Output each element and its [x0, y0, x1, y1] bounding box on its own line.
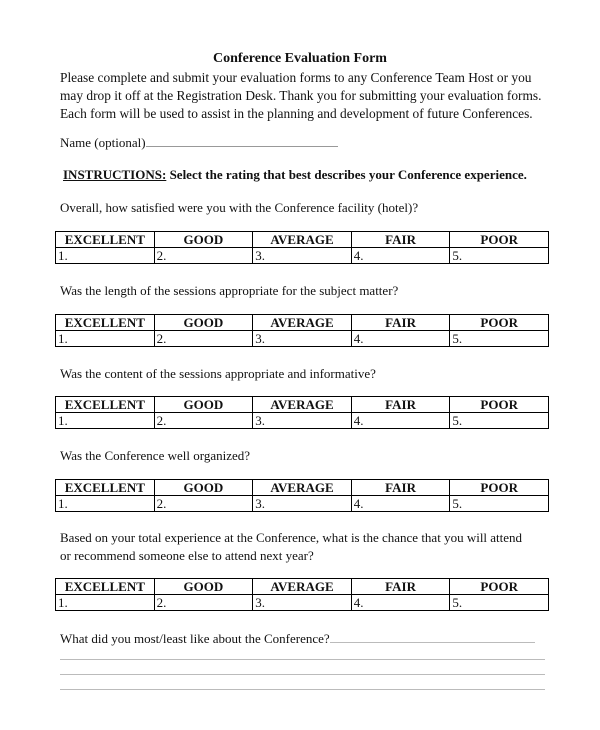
rating-header-average: AVERAGE [253, 315, 352, 331]
rating-cell-4[interactable]: 4. [351, 413, 450, 429]
intro-line: may drop it off at the Registration Desk. Thank you for submitting your evaluation forms. [60, 88, 542, 103]
rating-cell-3[interactable]: 3. [253, 331, 352, 347]
rating-cell-3[interactable]: 3. [253, 413, 352, 429]
answer-lines [60, 645, 545, 690]
question-text: Overall, how satisfied were you with the Conference facility (hotel)? [60, 200, 419, 215]
rating-cell-4[interactable]: 4. [351, 331, 450, 347]
rating-header-poor: POOR [450, 232, 549, 248]
question-3 [60, 365, 376, 383]
rating-table-1 [55, 231, 549, 264]
rating-header-excellent: EXCELLENT [56, 397, 155, 413]
rating-cell-5[interactable]: 5. [450, 248, 549, 264]
rating-header-fair: FAIR [351, 397, 450, 413]
rating-table-3 [55, 396, 549, 429]
rating-header-good: GOOD [154, 480, 253, 496]
name-input-line[interactable] [146, 134, 338, 147]
rating-header-good: GOOD [154, 315, 253, 331]
rating-header-good: GOOD [154, 397, 253, 413]
instructions-label: INSTRUCTIONS: [63, 167, 167, 182]
rating-cell-5[interactable]: 5. [450, 331, 549, 347]
rating-cell-5[interactable]: 5. [450, 496, 549, 512]
instructions [63, 167, 527, 183]
question-text: Was the length of the sessions appropriate for the subject matter? [60, 283, 399, 298]
question-4 [60, 447, 250, 465]
rating-header-poor: POOR [450, 579, 549, 595]
rating-header-poor: POOR [450, 480, 549, 496]
rating-header-poor: POOR [450, 397, 549, 413]
question-2 [60, 282, 398, 300]
rating-cell-1[interactable]: 1. [56, 496, 155, 512]
name-row [60, 134, 338, 151]
rating-table-5 [55, 578, 549, 611]
rating-cell-1[interactable]: 1. [56, 595, 155, 611]
rating-cell-4[interactable]: 4. [351, 595, 450, 611]
rating-header-fair: FAIR [351, 232, 450, 248]
rating-header-poor: POOR [450, 315, 549, 331]
answer-line[interactable] [60, 675, 545, 690]
answer-line[interactable] [60, 660, 545, 675]
rating-cell-2[interactable]: 2. [154, 248, 253, 264]
rating-cell-4[interactable]: 4. [351, 248, 450, 264]
rating-header-fair: FAIR [351, 480, 450, 496]
rating-cell-5[interactable]: 5. [450, 595, 549, 611]
form-title: Conference Evaluation Form [213, 51, 387, 66]
answer-line[interactable] [330, 630, 535, 643]
rating-header-excellent: EXCELLENT [56, 480, 155, 496]
rating-cell-3[interactable]: 3. [253, 248, 352, 264]
rating-cell-3[interactable]: 3. [253, 496, 352, 512]
rating-cell-1[interactable]: 1. [56, 248, 155, 264]
rating-header-good: GOOD [154, 232, 253, 248]
rating-header-excellent: EXCELLENT [56, 315, 155, 331]
rating-cell-5[interactable]: 5. [450, 413, 549, 429]
rating-cell-1[interactable]: 1. [56, 413, 155, 429]
rating-cell-2[interactable]: 2. [154, 496, 253, 512]
rating-header-excellent: EXCELLENT [56, 579, 155, 595]
question-5 [60, 529, 522, 565]
rating-header-average: AVERAGE [253, 397, 352, 413]
rating-table-4 [55, 479, 549, 512]
rating-table-2 [55, 314, 549, 347]
rating-header-good: GOOD [154, 579, 253, 595]
instructions-text: Select the rating that best describes your Conference experience. [166, 167, 527, 182]
answer-line[interactable] [60, 645, 545, 660]
question-text: Was the content of the sessions appropriate and informative? [60, 366, 376, 381]
rating-cell-2[interactable]: 2. [154, 595, 253, 611]
intro-line: Please complete and submit your evaluation forms to any Conference Team Host or you [60, 70, 532, 85]
rating-header-fair: FAIR [351, 315, 450, 331]
question-text: or recommend someone else to attend next year? [60, 548, 314, 563]
rating-cell-1[interactable]: 1. [56, 331, 155, 347]
rating-cell-4[interactable]: 4. [351, 496, 450, 512]
rating-header-fair: FAIR [351, 579, 450, 595]
name-label: Name (optional) [60, 135, 146, 150]
question-1 [60, 199, 418, 217]
final-question-text: What did you most/least like about the Conference? [60, 631, 330, 646]
rating-header-average: AVERAGE [253, 579, 352, 595]
rating-header-excellent: EXCELLENT [56, 232, 155, 248]
rating-cell-2[interactable]: 2. [154, 331, 253, 347]
rating-header-average: AVERAGE [253, 480, 352, 496]
intro-line: Each form will be used to assist in the planning and development of future Conferences. [60, 106, 533, 121]
rating-cell-3[interactable]: 3. [253, 595, 352, 611]
rating-cell-2[interactable]: 2. [154, 413, 253, 429]
question-text: Was the Conference well organized? [60, 448, 251, 463]
rating-header-average: AVERAGE [253, 232, 352, 248]
form-intro [60, 69, 550, 123]
question-text: Based on your total experience at the Conference, what is the chance that you will attend [60, 530, 523, 545]
